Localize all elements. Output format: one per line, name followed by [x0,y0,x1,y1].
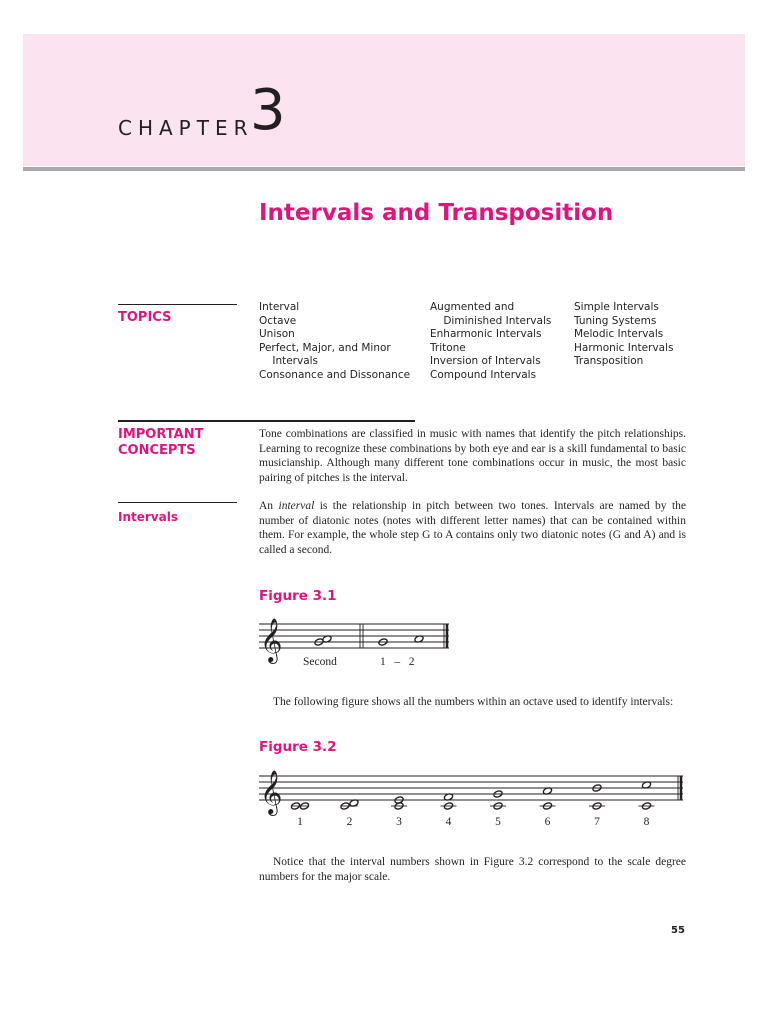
topic-item: Simple Intervals [574,301,659,313]
para-text: An [259,500,279,512]
topic-item: Transposition [574,355,644,368]
figure-3-2-staff [259,768,689,830]
figure-caption-second: Second [303,656,337,668]
interval-number: 6 [544,816,551,828]
important-concepts-heading [118,427,203,459]
topics-rule [118,304,237,305]
intervals-rule [118,502,237,503]
topics-column-2 [430,301,551,383]
following-paragraph: The following figure shows all the numbers within an octave used to identify intervals: [273,696,674,708]
chapter-title: Intervals and Transposition [259,200,614,226]
topic-item: Melodic Intervals [574,328,664,341]
interval-notes [291,781,655,810]
topic-item: Unison [259,328,295,341]
banner-rule [23,167,745,171]
topic-item: Compound Intervals [430,368,537,381]
interval-number: 2 [346,816,353,828]
figure-3-2-label: Figure 3.2 [259,739,337,755]
topic-item: Enharmonic Intervals [430,328,542,341]
treble-clef-icon: 𝄞 [260,618,283,662]
topics-column-3 [574,301,673,369]
figure-3-1-staff [259,614,459,674]
para-text: is the relationship in pitch between two tones. Intervals are named by the number of diatonic notes (notes with different letter names) that can be contained within them. For example, the whole step G to A contains only two diatonic notes (G and A) and is called a second. [259,500,687,556]
figure-3-1-label: Figure 3.1 [259,588,337,604]
interval-number: 7 [594,816,600,828]
concepts-paragraph: Tone combinations are classified in music with names that identify the pitch relationships. Learning to recognize these combinations by both eye and ear is a skill fundamental to basic musicianship. Although many different tone combinations occur in music, the most basic pairing of pitches is the interval. [259,428,686,484]
treble-clef-icon: 𝄞 [260,770,283,814]
topic-item: Consonance and Dissonance [259,368,411,381]
intervals-heading: Intervals [118,510,178,524]
intervals-paragraph [259,499,686,557]
topics-column-1 [259,301,410,383]
interval-number: 8 [643,816,650,828]
interval-numbers [297,816,650,828]
topic-item: Inversion of Intervals [430,355,541,368]
topic-item: Augmented and [430,301,515,313]
chapter-banner [23,34,745,166]
topic-item: Diminished Intervals [430,314,552,327]
interval-number: 1 [297,816,303,828]
heading-line: CONCEPTS [118,443,196,458]
figure-caption-numbers: 1 – 2 [380,656,415,668]
heading-line: IMPORTANT [118,427,204,442]
notice-paragraph: Notice that the interval numbers shown in Figure 3.2 correspond to the scale degree numbers for the major scale. [259,856,686,883]
interval-number: 3 [396,816,402,828]
interval-number: 4 [445,816,452,828]
topic-item: Interval [259,301,300,313]
topic-item: Tuning Systems [574,314,657,327]
topic-item: Intervals [259,355,319,368]
interval-number: 5 [495,816,501,828]
concepts-rule [118,420,415,422]
page-number: 55 [671,925,685,936]
staff-lines [259,776,683,800]
topic-item: Perfect, Major, and Minor [259,341,391,354]
topics-heading: TOPICS [118,310,172,325]
topic-item: Harmonic Intervals [574,341,674,354]
chapter-number: 3 [250,78,286,143]
interval-term: interval [278,500,315,512]
topic-item: Tritone [430,341,466,354]
chapter-word: CHAPTER [118,116,254,140]
topic-item: Octave [259,314,297,327]
